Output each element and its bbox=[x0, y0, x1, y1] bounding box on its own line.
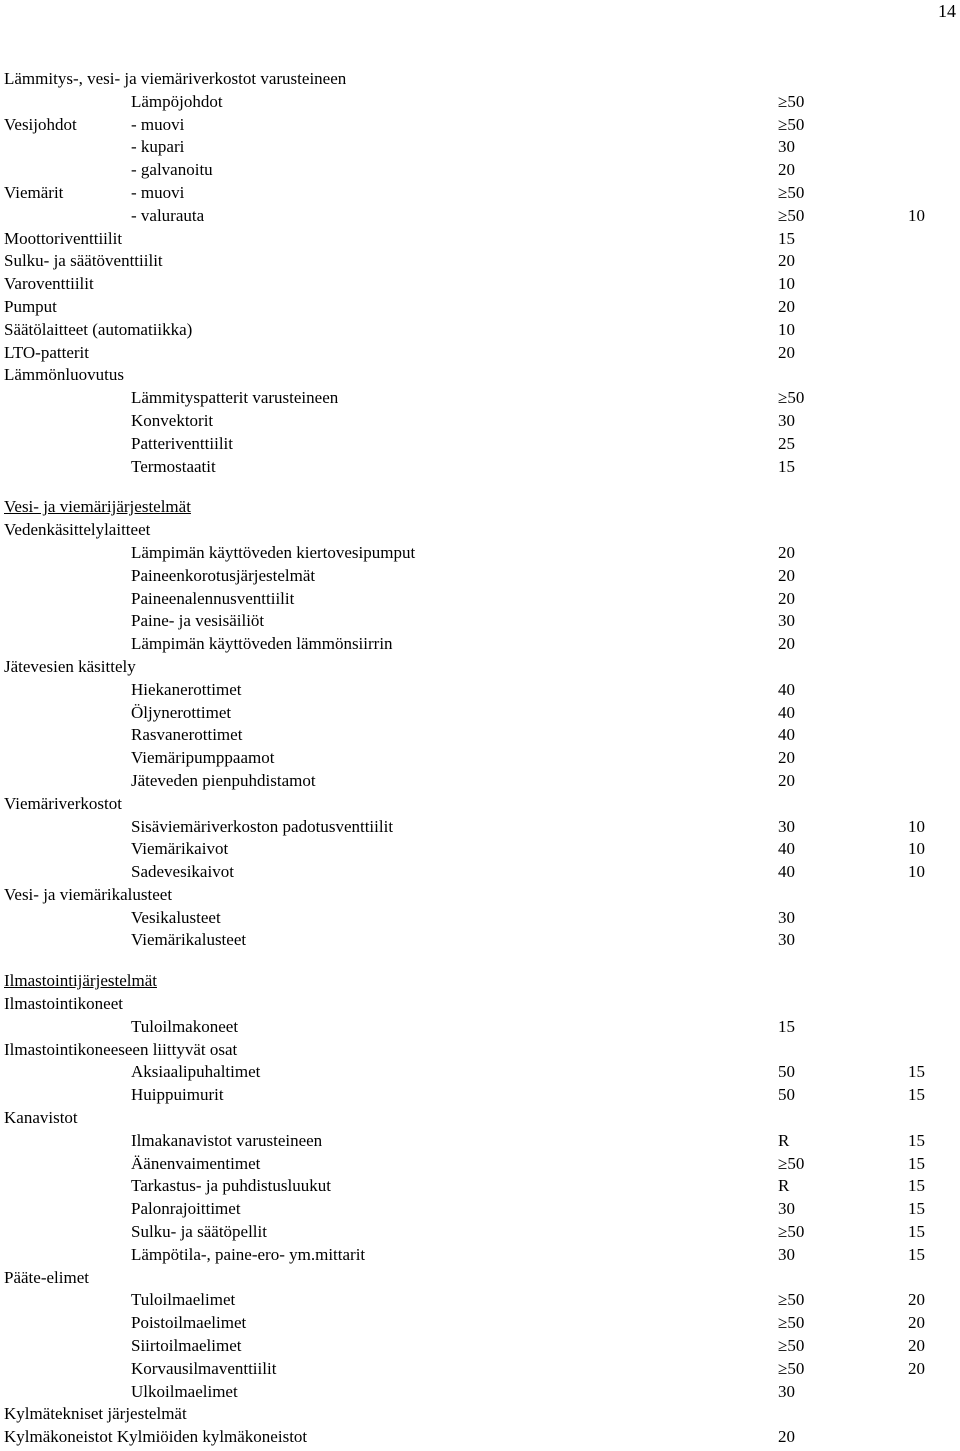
lifetime-value: 50 bbox=[778, 1062, 795, 1082]
item-label: Pääte-elimet bbox=[4, 1267, 89, 1287]
subitem-label: Vesikalusteet bbox=[131, 907, 221, 927]
section-heading-row bbox=[0, 970, 960, 993]
subitem-label: Ilmakanavistot varusteineen bbox=[131, 1130, 323, 1150]
lifetime-value: 20 bbox=[778, 296, 795, 316]
subitem-label: Äänenvaimentimet bbox=[131, 1153, 261, 1173]
subitem-label: Paineenkorotusjärjestelmät bbox=[131, 565, 316, 585]
subitem-label: Palonrajoittimet bbox=[131, 1199, 241, 1219]
table-row bbox=[0, 1016, 960, 1039]
lifetime-value: 20 bbox=[778, 542, 795, 562]
subitem-label: Sisäviemäriverkoston padotusventtiilit bbox=[131, 816, 394, 836]
secondary-value: 15 bbox=[908, 1130, 925, 1150]
table-row bbox=[0, 588, 960, 611]
lifetime-value: 30 bbox=[778, 1381, 795, 1401]
item-label: Vesi- ja viemärikalusteet bbox=[4, 884, 173, 904]
section-heading-row bbox=[0, 496, 960, 519]
table-row bbox=[0, 724, 960, 747]
subitem-label: Viemärikaivot bbox=[131, 839, 229, 859]
lifetime-value: 20 bbox=[778, 634, 795, 654]
subitem-label: Viemärikalusteet bbox=[131, 930, 247, 950]
lifetime-value: 10 bbox=[778, 274, 795, 294]
table-row bbox=[0, 1039, 960, 1062]
table-row bbox=[0, 929, 960, 952]
lifetime-value: ≥50 bbox=[778, 205, 805, 225]
lifetime-value: 20 bbox=[778, 342, 795, 362]
subitem-label: - muovi bbox=[131, 182, 185, 202]
table-row bbox=[0, 702, 960, 725]
item-label: Varoventtiilit bbox=[4, 274, 94, 294]
item-label: Moottoriventtiilit bbox=[4, 228, 123, 248]
table-row bbox=[0, 1312, 960, 1335]
item-label: Lämmönluovutus bbox=[4, 365, 124, 385]
item-label: Ilmastointijärjestelmät bbox=[4, 971, 157, 991]
lifetime-value: ≥50 bbox=[778, 1290, 805, 1310]
lifetime-value: 30 bbox=[778, 611, 795, 631]
table-row bbox=[0, 679, 960, 702]
item-label: Vedenkäsittelylaitteet bbox=[4, 520, 151, 540]
item-label: Lämmitys-, vesi- ja viemäriverkostot varusteineen bbox=[4, 69, 347, 88]
secondary-value: 10 bbox=[908, 816, 925, 836]
item-label: Ilmastointikoneet bbox=[4, 994, 123, 1014]
table-row bbox=[0, 136, 960, 159]
table-row bbox=[0, 1244, 960, 1267]
lifetime-value: 15 bbox=[778, 456, 795, 476]
table-row bbox=[0, 633, 960, 656]
secondary-value: 10 bbox=[908, 862, 925, 882]
lifetime-table bbox=[0, 68, 960, 1449]
lifetime-value: 30 bbox=[778, 930, 795, 950]
lifetime-value: 30 bbox=[778, 907, 795, 927]
lifetime-value: 10 bbox=[778, 319, 795, 339]
table-row bbox=[0, 1107, 960, 1130]
subitem-label: Lämpöjohdot bbox=[131, 91, 223, 111]
subitem-label: Lämpimän käyttöveden lämmönsiirrin bbox=[131, 634, 393, 654]
lifetime-value: 30 bbox=[778, 137, 795, 157]
table-row bbox=[0, 656, 960, 679]
lifetime-value: 40 bbox=[778, 862, 795, 882]
table-row bbox=[0, 907, 960, 930]
subitem-label: Hiekanerottimet bbox=[131, 679, 242, 699]
table-row bbox=[0, 319, 960, 342]
lifetime-value: ≥50 bbox=[778, 1313, 805, 1333]
subitem-label: Lämpötila-, paine-ero- ym.mittarit bbox=[131, 1244, 366, 1264]
lifetime-value: 15 bbox=[778, 228, 795, 248]
secondary-value: 20 bbox=[908, 1358, 925, 1378]
item-label: Viemäriverkostot bbox=[4, 793, 122, 813]
lifetime-value: 30 bbox=[778, 1199, 795, 1219]
subitem-label: Jäteveden pienpuhdistamot bbox=[131, 770, 316, 790]
secondary-value: 15 bbox=[908, 1153, 925, 1173]
item-label: Ilmastointikoneeseen liittyvät osat bbox=[4, 1039, 238, 1059]
lifetime-value: 40 bbox=[778, 679, 795, 699]
subitem-label: Ulkoilmaelimet bbox=[131, 1381, 238, 1401]
table-row bbox=[0, 1403, 960, 1426]
item-label: Pumput bbox=[4, 296, 57, 316]
table-row bbox=[0, 296, 960, 319]
table-row bbox=[0, 1289, 960, 1312]
item-label: Sulku- ja säätöventtiilit bbox=[4, 251, 163, 271]
item-label: Kanavistot bbox=[4, 1108, 78, 1128]
table-row bbox=[0, 884, 960, 907]
table-row bbox=[0, 1335, 960, 1358]
subitem-label: Korvausilmaventtiilit bbox=[131, 1358, 277, 1378]
item-label: Säätölaitteet (automatiikka) bbox=[4, 319, 193, 339]
lifetime-value: ≥50 bbox=[778, 388, 805, 408]
lifetime-value: 20 bbox=[778, 588, 795, 608]
table-row bbox=[0, 747, 960, 770]
subitem-label: Huippuimurit bbox=[131, 1085, 224, 1105]
subitem-label: Sulku- ja säätöpellit bbox=[131, 1222, 267, 1242]
subitem-label: Tuloilmaelimet bbox=[131, 1290, 236, 1310]
subitem-label: Tuloilmakoneet bbox=[131, 1016, 239, 1036]
secondary-value: 15 bbox=[908, 1199, 925, 1219]
table-row bbox=[0, 1084, 960, 1107]
table-row bbox=[0, 410, 960, 433]
lifetime-value: 20 bbox=[778, 1427, 795, 1447]
table-row bbox=[0, 342, 960, 365]
lifetime-value: 20 bbox=[778, 565, 795, 585]
lifetime-value: 25 bbox=[778, 433, 795, 453]
item-label: Vesijohdot bbox=[4, 114, 77, 134]
table-row bbox=[0, 565, 960, 588]
subitem-label: - muovi bbox=[131, 114, 185, 134]
table-row bbox=[0, 1267, 960, 1290]
item-label: LTO-patterit bbox=[4, 342, 89, 362]
subitem-label: Sadevesikaivot bbox=[131, 862, 234, 882]
item-label: Viemärit bbox=[4, 182, 64, 202]
subitem-label: Aksiaalipuhaltimet bbox=[131, 1062, 261, 1082]
table-row bbox=[0, 770, 960, 793]
lifetime-value: 15 bbox=[778, 1016, 795, 1036]
lifetime-value: 20 bbox=[778, 770, 795, 790]
table-row bbox=[0, 433, 960, 456]
lifetime-value: R bbox=[778, 1130, 790, 1150]
table-row bbox=[0, 793, 960, 816]
lifetime-value: ≥50 bbox=[778, 91, 805, 111]
table-row bbox=[0, 364, 960, 387]
table-row bbox=[0, 816, 960, 839]
secondary-value: 10 bbox=[908, 839, 925, 859]
table-row bbox=[0, 91, 960, 114]
table-row bbox=[0, 542, 960, 565]
secondary-value: 15 bbox=[908, 1085, 925, 1105]
subitem-label: Lämpimän käyttöveden kiertovesipumput bbox=[131, 542, 416, 562]
table-row bbox=[0, 114, 960, 137]
lifetime-value: 30 bbox=[778, 1244, 795, 1264]
table-row bbox=[0, 1153, 960, 1176]
subitem-label: Tarkastus- ja puhdistusluukut bbox=[131, 1176, 331, 1196]
table-row bbox=[0, 1198, 960, 1221]
table-row bbox=[0, 1358, 960, 1381]
table-row bbox=[0, 159, 960, 182]
secondary-value: 15 bbox=[908, 1244, 925, 1264]
table-row bbox=[0, 1061, 960, 1084]
table-row bbox=[0, 273, 960, 296]
lifetime-value: 50 bbox=[778, 1085, 795, 1105]
table-row bbox=[0, 610, 960, 633]
subitem-label: Konvektorit bbox=[131, 410, 214, 430]
lifetime-value: 40 bbox=[778, 839, 795, 859]
lifetime-value: ≥50 bbox=[778, 114, 805, 134]
table-row bbox=[0, 861, 960, 884]
secondary-value: 15 bbox=[908, 1176, 925, 1196]
lifetime-value: ≥50 bbox=[778, 1336, 805, 1356]
secondary-value: 10 bbox=[908, 205, 925, 225]
secondary-value: 15 bbox=[908, 1222, 925, 1242]
table-row bbox=[0, 456, 960, 479]
subitem-label: Termostaatit bbox=[131, 456, 216, 476]
subitem-label: Öljynerottimet bbox=[131, 702, 232, 722]
secondary-value: 20 bbox=[908, 1313, 925, 1333]
lifetime-value: 30 bbox=[778, 816, 795, 836]
lifetime-value: 30 bbox=[778, 410, 795, 430]
subitem-label: Patteriventtiilit bbox=[131, 433, 233, 453]
subitem-label: Viemäripumppaamot bbox=[131, 748, 275, 768]
page-number: 14 bbox=[938, 1, 956, 21]
subitem-label: Siirtoilmaelimet bbox=[131, 1336, 242, 1356]
lifetime-value: 40 bbox=[778, 725, 795, 745]
subitem-label: - galvanoitu bbox=[131, 160, 213, 180]
secondary-value: 20 bbox=[908, 1290, 925, 1310]
table-row bbox=[0, 838, 960, 861]
table-row bbox=[0, 205, 960, 228]
lifetime-value: ≥50 bbox=[778, 1358, 805, 1378]
subitem-label: Paine- ja vesisäiliöt bbox=[131, 611, 265, 631]
subitem-label: - valurauta bbox=[131, 205, 205, 225]
item-label: Kylmäkoneistot Kylmiöiden kylmäkoneistot bbox=[4, 1427, 308, 1447]
table-row bbox=[0, 1381, 960, 1404]
subitem-label: Paineenalennusventtiilit bbox=[131, 588, 295, 608]
table-row bbox=[0, 1221, 960, 1244]
item-label: Jätevesien käsittely bbox=[4, 656, 136, 676]
table-row bbox=[0, 182, 960, 205]
item-label: Vesi- ja viemärijärjestelmät bbox=[4, 497, 191, 517]
table-row bbox=[0, 228, 960, 251]
subitem-label: Poistoilmaelimet bbox=[131, 1313, 247, 1333]
table-row bbox=[0, 519, 960, 542]
table-row bbox=[0, 1175, 960, 1198]
item-label: Kylmätekniset järjestelmät bbox=[4, 1404, 187, 1424]
secondary-value: 20 bbox=[908, 1336, 925, 1356]
lifetime-value: 20 bbox=[778, 748, 795, 768]
lifetime-value: 20 bbox=[778, 160, 795, 180]
secondary-value: 15 bbox=[908, 1062, 925, 1082]
subitem-label: Rasvanerottimet bbox=[131, 725, 243, 745]
table-row bbox=[0, 387, 960, 410]
lifetime-value: ≥50 bbox=[778, 1222, 805, 1242]
table-row bbox=[0, 993, 960, 1016]
table-row bbox=[0, 1426, 960, 1449]
table-row bbox=[0, 250, 960, 273]
subitem-label: Lämmityspatterit varusteineen bbox=[131, 388, 339, 408]
subitem-label: - kupari bbox=[131, 137, 185, 157]
lifetime-value: ≥50 bbox=[778, 1153, 805, 1173]
lifetime-value: 40 bbox=[778, 702, 795, 722]
lifetime-value: ≥50 bbox=[778, 182, 805, 202]
lifetime-value: R bbox=[778, 1176, 790, 1196]
table-row bbox=[0, 1130, 960, 1153]
table-row bbox=[0, 68, 960, 91]
lifetime-value: 20 bbox=[778, 251, 795, 271]
